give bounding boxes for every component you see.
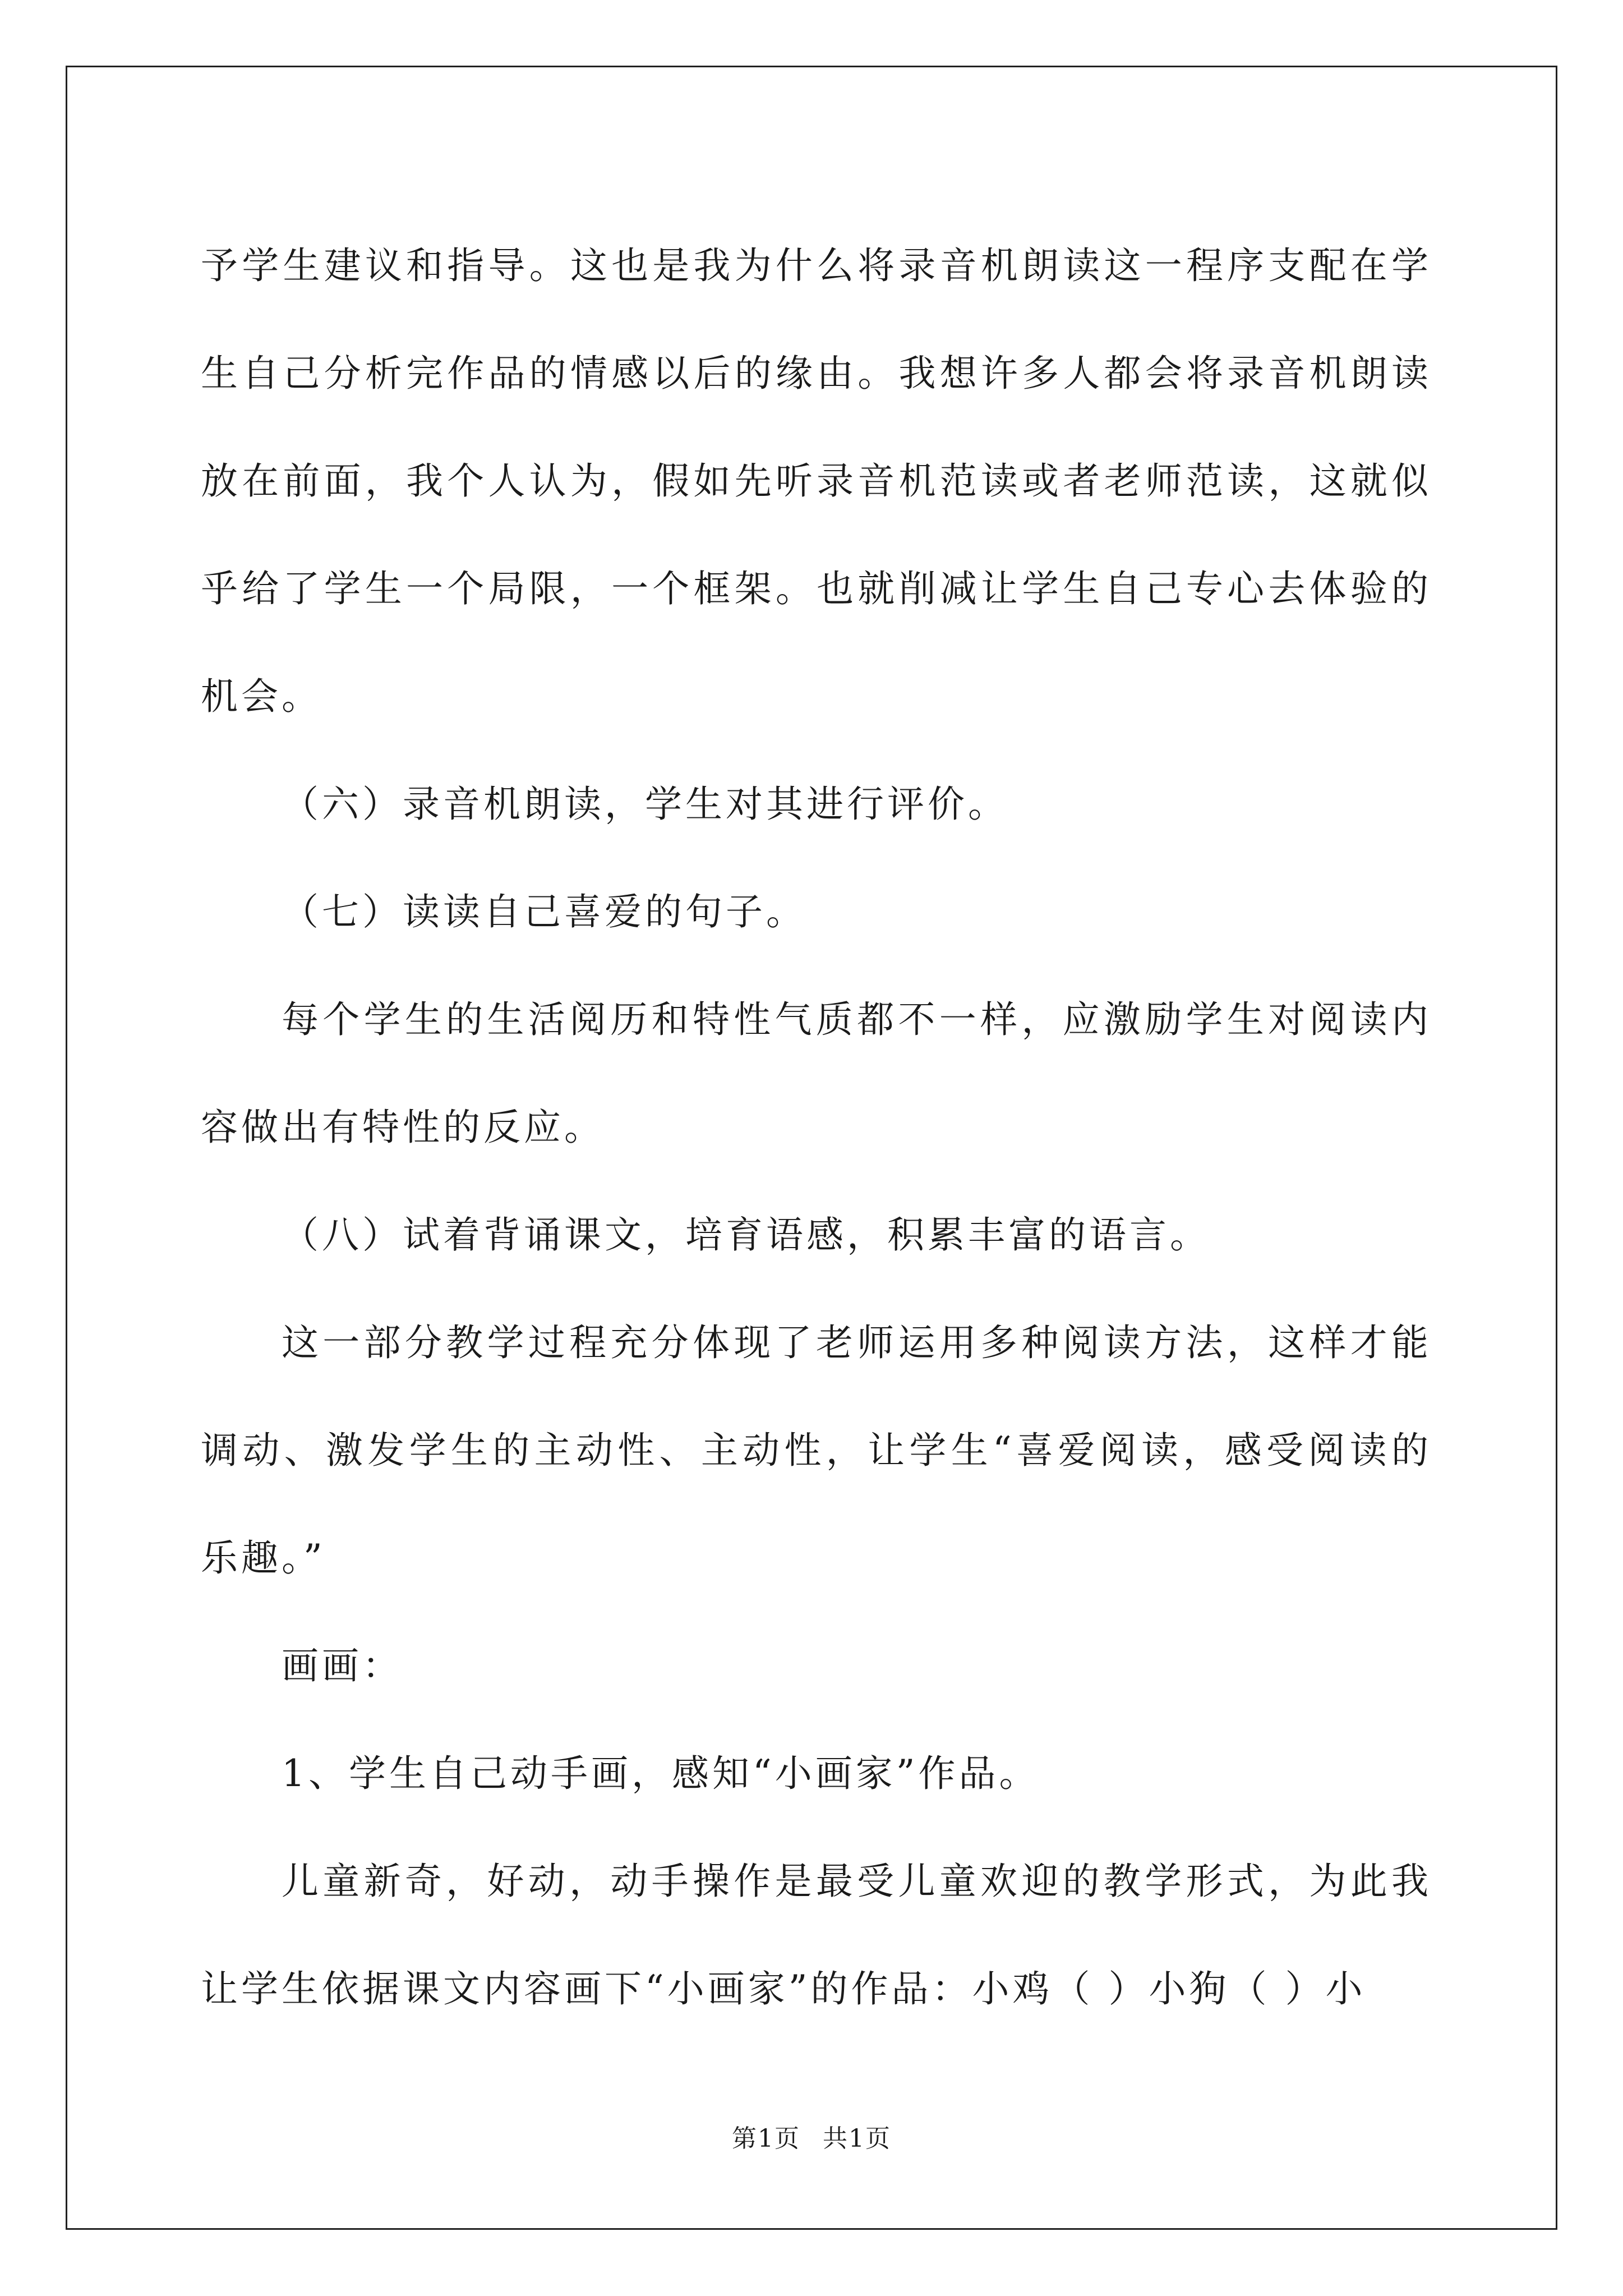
- paragraph: （六）录音机朗读，学生对其进行评价。: [282, 783, 1008, 826]
- page-number-current: 第1页: [732, 2124, 800, 2153]
- paragraph: （八）试着背诵课文，培育语感，积累丰富的语言。: [282, 1213, 1210, 1257]
- paragraph: 这一部分教学过程充分体现了老师运用多种阅读方法，这样才能调动、激发学生的主动性、主动性，让学生“喜爱阅读，感受阅读的乐趣。”: [201, 1321, 1432, 1580]
- paragraph: 1、学生自己动手画，感知“小画家”作品。: [282, 1752, 1040, 1795]
- page-number-total: 共1页: [823, 2124, 891, 2153]
- paragraph: 予学生建议和指导。这也是我为什么将录音机朗读这一程序支配在学生自己分析完作品的情感以后的缘由。我想许多人都会将录音机朗读放在前面，我个人认为，假如先听录音机范读或者老师范读，这就似乎给了学生一个局限，一个框架。也就削减让学生自己专心去体验的机会。: [201, 244, 1432, 718]
- paragraph: 儿童新奇，好动，动手操作是最受儿童欢迎的教学形式，为此我让学生依据课文内容画下“小画家”的作品：小鸡（ ）小狗（ ）小: [201, 1860, 1432, 2010]
- page-footer: [0, 2118, 1623, 2154]
- paragraph: （七）读读自己喜爱的句子。: [282, 890, 806, 933]
- document-body: [201, 212, 1432, 2043]
- paragraph: 每个学生的生活阅历和特性气质都不一样，应激励学生对阅读内容做出有特性的反应。: [201, 998, 1432, 1149]
- paragraph-heading: 画画：: [282, 1644, 403, 1687]
